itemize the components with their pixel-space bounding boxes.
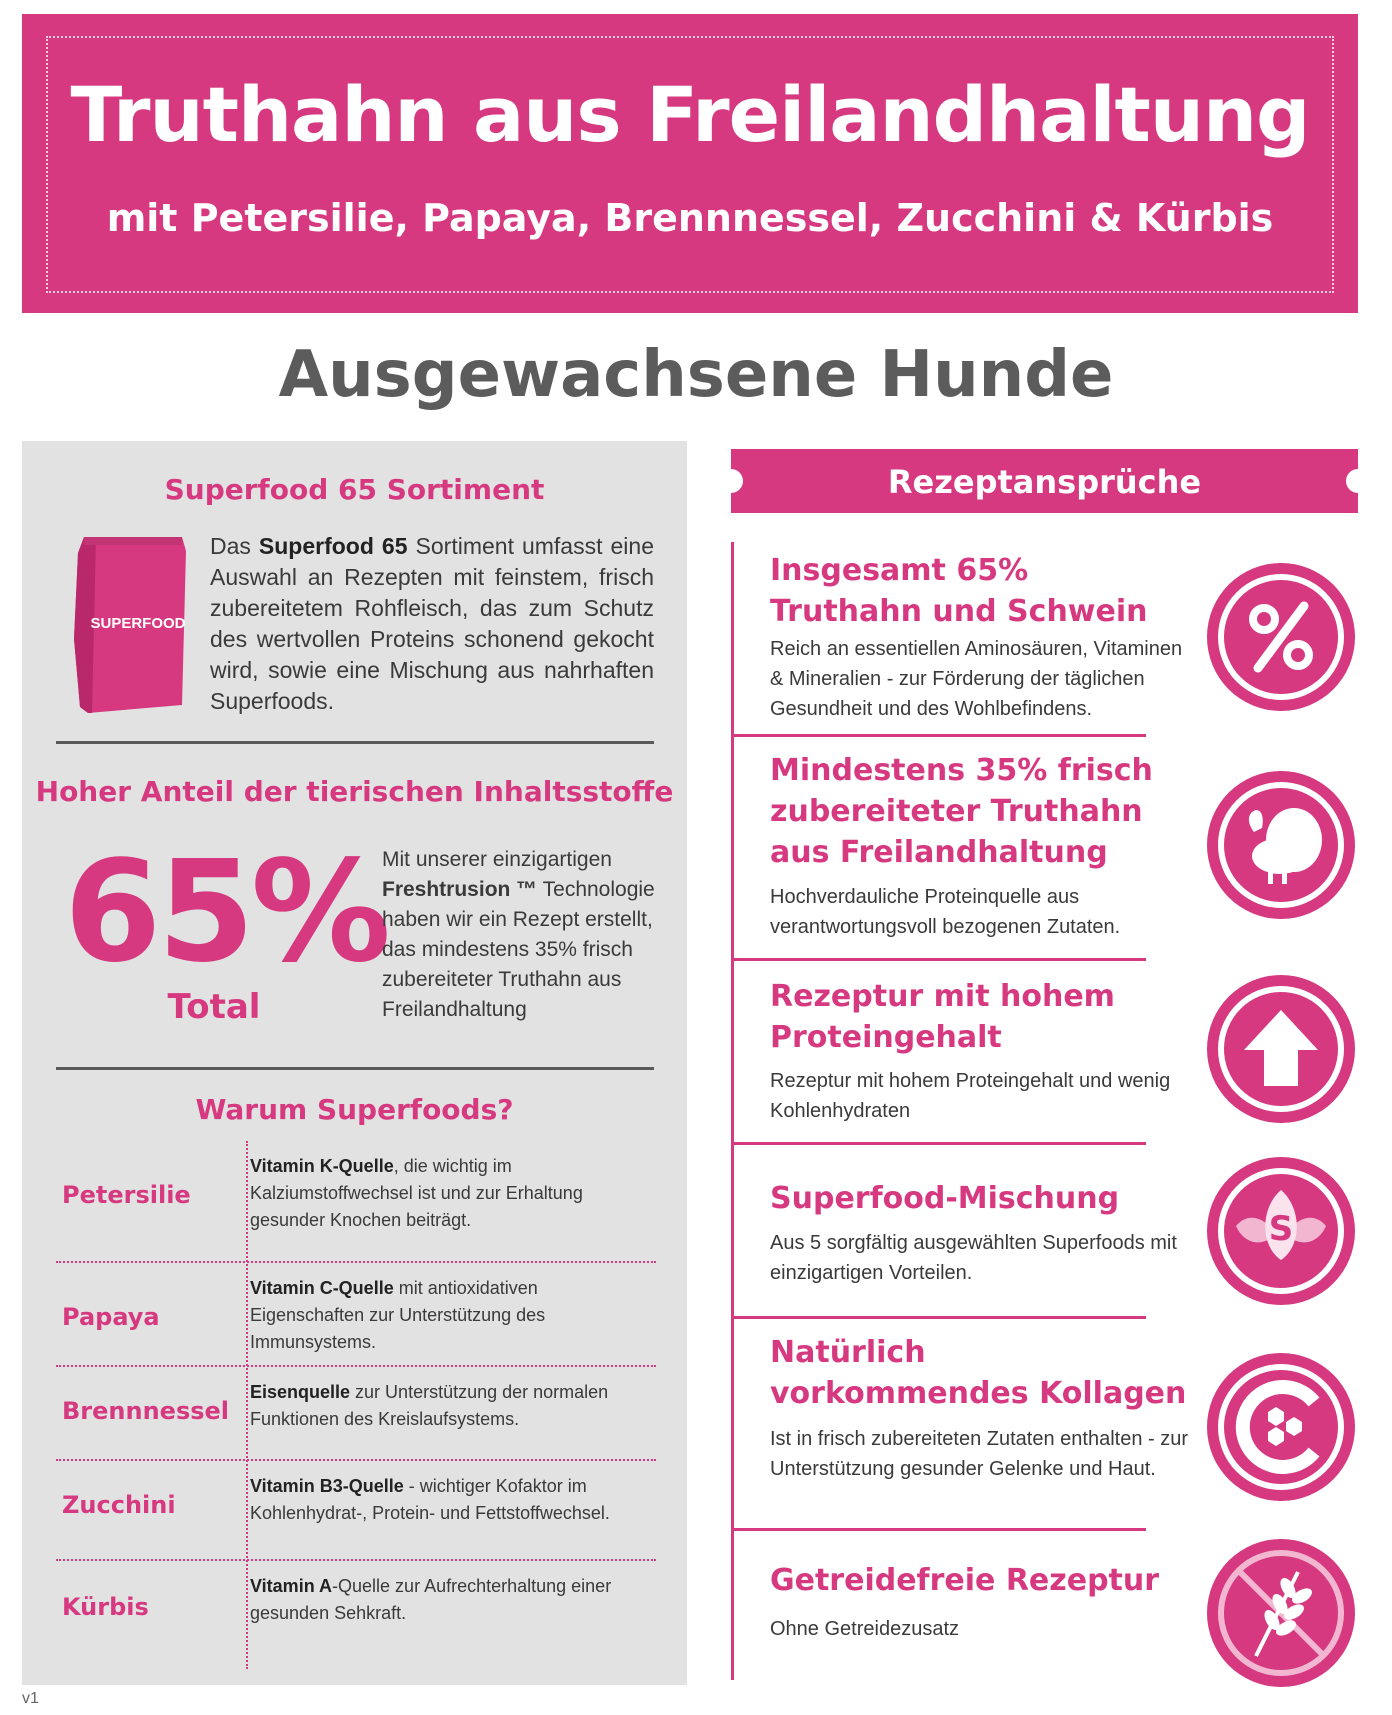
benefit-text: mit antioxidativen Eigenschaften zur Unterstützung des Immunsystems.	[250, 1278, 546, 1352]
superfood-name: Zucchini	[62, 1491, 176, 1519]
claim-separator	[731, 734, 1146, 737]
superfood-name: Petersilie	[62, 1181, 191, 1209]
intro-rest: Sortiment umfasst eine Auswahl an Rezepten mit feinstem, frisch zubereitetem Rohfleisch, das zum Schutz des wertvollen Proteins schonend gekocht wird, sowie eine Mischung aus nahrhaften Superfoods.	[210, 533, 654, 714]
claim-separator	[731, 1316, 1146, 1319]
product-title: Truthahn aus Freilandhaltung	[70, 70, 1310, 159]
superfood-leaf-icon	[1206, 1156, 1356, 1306]
row-separator	[56, 1365, 656, 1367]
product-subtitle: mit Petersilie, Papaya, Brennnessel, Zucchini & Kürbis	[106, 196, 1274, 240]
claim-description: Ist in frisch zubereiteten Zutaten enthalten - zur Unterstützung gesunder Gelenke und Haut.	[770, 1428, 1188, 1480]
benefit-text: zur Unterstützung der normalen Funktionen des Kreislaufsystems.	[250, 1382, 609, 1429]
section-divider	[56, 1067, 654, 1070]
product-bag-image	[74, 529, 194, 714]
row-separator	[56, 1559, 656, 1561]
percentage-label: Total	[167, 987, 261, 1027]
claim-title: Insgesamt 65% Truthahn und Schwein	[770, 553, 1148, 629]
claim-description: Hochverdauliche Proteinquelle aus verantwortungsvoll bezogenen Zutaten.	[770, 886, 1121, 938]
claim-title: Mindestens 35% frisch zubereiteter Truthahn aus Freilandhaltung	[770, 753, 1153, 870]
version-label: v1	[22, 1690, 39, 1707]
percent-icon	[1206, 562, 1356, 712]
fresh-prefix: Mit unserer einzigartigen	[382, 848, 612, 871]
percentage-value: 65%	[64, 831, 388, 994]
claim-separator	[731, 958, 1146, 961]
svg-text:S: S	[1268, 1209, 1294, 1249]
column-divider	[246, 1141, 248, 1669]
claim-title: Natürlich vorkommendes Kollagen	[770, 1335, 1187, 1411]
range-heading: Superfood 65 Sortiment	[164, 473, 545, 506]
superfood-name: Papaya	[62, 1303, 160, 1331]
superfood-benefit	[250, 1379, 650, 1433]
superfood-name: Brennnessel	[62, 1397, 230, 1425]
superfood-benefit	[250, 1153, 650, 1234]
bag-label: SUPERFOOD	[90, 615, 186, 632]
section-divider	[56, 741, 654, 744]
why-superfoods-heading: Warum Superfoods?	[195, 1093, 514, 1126]
superfood-name: Kürbis	[62, 1593, 149, 1621]
info-panel	[22, 441, 687, 1685]
claim-separator	[731, 1142, 1146, 1145]
title-banner	[22, 14, 1358, 313]
intro-bold: Superfood 65	[258, 533, 408, 559]
claim-title: Superfood-Mischung	[770, 1181, 1120, 1216]
superfood-benefit	[250, 1275, 650, 1356]
benefit-bold: Eisenquelle	[250, 1382, 351, 1402]
benefit-bold: Vitamin B3-Quelle	[250, 1476, 404, 1496]
claims-rule	[731, 542, 734, 1680]
fresh-bold: Freshtrusion ™	[382, 878, 538, 901]
claim-description: Reich an essentiellen Aminosäuren, Vitaminen & Mineralien - zur Förderung der täglichen Gesundheit und des Wohlbefindens.	[770, 638, 1183, 720]
row-separator	[56, 1459, 656, 1461]
row-separator	[56, 1261, 656, 1263]
claim-description: Aus 5 sorgfältig ausgewählten Superfoods mit einzigartigen Vorteilen.	[770, 1232, 1177, 1284]
range-description	[210, 531, 654, 717]
benefit-text: - wichtiger Kofaktor im Kohlenhydrat-, Protein- und Fettstoffwechsel.	[250, 1476, 610, 1523]
collagen-icon	[1206, 1352, 1356, 1502]
claim-title: Getreidefreie Rezeptur	[770, 1563, 1160, 1598]
recipe-claims-heading: Rezeptansprüche	[887, 463, 1202, 501]
claim-title: Rezeptur mit hohem Proteingehalt	[770, 979, 1115, 1055]
superfood-benefit	[250, 1573, 650, 1627]
target-group-heading: Ausgewachsene Hunde	[278, 338, 1114, 412]
benefit-bold: Vitamin C-Quelle	[250, 1278, 394, 1298]
benefit-text: -Quelle zur Aufrechterhaltung einer gesunden Sehkraft.	[250, 1576, 612, 1623]
fresh-rest: Technologie haben wir ein Rezept erstellt, das mindestens 35% frisch zubereiteter Truthahn aus Freilandhaltung	[382, 878, 655, 1021]
benefit-bold: Vitamin K-Quelle	[250, 1156, 394, 1176]
claim-separator	[731, 1528, 1146, 1531]
recipe-claims-banner	[731, 449, 1358, 513]
arrow-up-icon	[1206, 974, 1356, 1124]
superfood-benefit	[250, 1473, 650, 1527]
claim-description: Ohne Getreidezusatz	[770, 1618, 959, 1640]
animal-content-heading: Hoher Anteil der tierischen Inhaltsstoffe	[35, 775, 674, 808]
claim-description: Rezeptur mit hohem Proteingehalt und wenig Kohlenhydraten	[770, 1070, 1171, 1122]
turkey-icon	[1206, 770, 1356, 920]
intro-prefix: Das	[210, 533, 259, 559]
grain-free-icon	[1206, 1538, 1356, 1688]
benefit-bold: Vitamin A	[250, 1576, 333, 1596]
benefit-text: , die wichtig im Kalziumstoffwechsel ist und zur Erhaltung gesunder Knochen beiträgt.	[250, 1156, 583, 1230]
freshtrusion-description	[382, 845, 672, 1025]
